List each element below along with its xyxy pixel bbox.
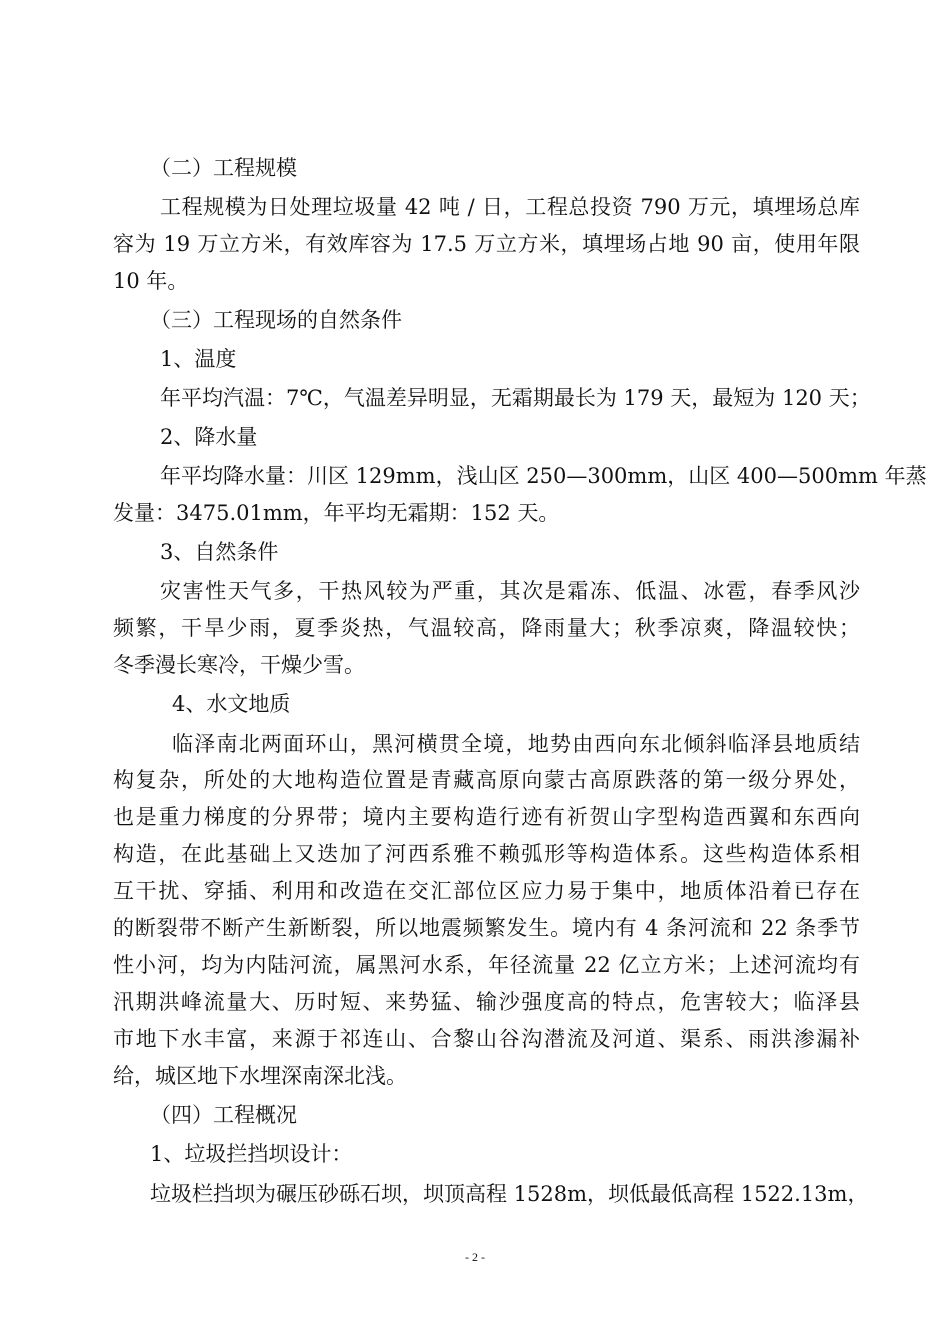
heading-natural-conditions: （三）工程现场的自然条件 — [150, 308, 402, 332]
paragraph-line: 市地下水丰富，来源于祁连山、合黎山谷沟潜流及河道、渠系、雨洪渗漏补 — [113, 1027, 860, 1051]
subheading-precipitation: 2、降水量 — [160, 425, 258, 449]
subheading-natural-conditions: 3、自然条件 — [160, 540, 279, 564]
paragraph-line: 汛期洪峰流量大、历时短、来势猛、输沙强度高的特点，危害较大；临泽县 — [113, 990, 860, 1014]
heading-project-overview: （四）工程概况 — [150, 1103, 297, 1127]
paragraph-line: 构复杂，所处的大地构造位置是青藏高原向蒙古高原跌落的第一级分界处， — [113, 768, 860, 792]
subheading-temperature: 1、温度 — [160, 347, 237, 371]
paragraph-line: 互干扰、穿插、利用和改造在交汇部位区应力易于集中，地质体沿着已存在 — [113, 879, 860, 903]
paragraph-line: 垃圾栏挡坝为碾压砂砾石坝，坝顶高程 1528m，坝低最低高程 1522.13m， — [150, 1182, 869, 1206]
subheading-hydrogeology: 4、水文地质 — [172, 692, 291, 716]
paragraph-line: 工程规模为日处理垃圾量 42 吨 / 日，工程总投资 790 万元，填埋场总库 — [160, 195, 860, 219]
subheading-dam-design: 1、垃圾拦挡坝设计： — [150, 1142, 353, 1166]
paragraph-line: 也是重力梯度的分界带；境内主要构造行迹有祈贺山字型构造西翼和东西向 — [113, 805, 860, 829]
paragraph-line: 的断裂带不断产生新断裂，所以地震频繁发生。境内有 4 条河流和 22 条季节 — [113, 916, 860, 940]
paragraph-line: 年平均汽温：7℃，气温差异明显，无霜期最长为 179 天，最短为 120 天； — [160, 386, 871, 410]
paragraph-line: 冬季漫长寒冷，干燥少雪。 — [113, 653, 365, 677]
paragraph-line: 容为 19 万立方米，有效库容为 17.5 万立方米，填埋场占地 90 亩，使用年限 — [113, 232, 860, 256]
paragraph-line: 性小河，均为内陆河流，属黑河水系，年径流量 22 亿立方米；上述河流均有 — [113, 953, 860, 977]
paragraph-line: 构造，在此基础上又迭加了河西系雅不赖弧形等构造体系。这些构造体系相 — [113, 842, 860, 866]
paragraph-line: 10 年。 — [113, 269, 189, 293]
page-number: - 2 - — [465, 1250, 485, 1264]
heading-project-scale: （二）工程规模 — [150, 156, 297, 180]
paragraph-line: 临泽南北两面环山，黑河横贯全境，地势由西向东北倾斜临泽县地质结 — [172, 732, 860, 756]
paragraph-line: 年平均降水量：川区 129mm，浅山区 250—300mm，山区 400—500mm 年蒸 — [160, 464, 927, 488]
paragraph-line: 给，城区地下水埋深南深北浅。 — [113, 1064, 407, 1088]
paragraph-line: 发量：3475.01mm，年平均无霜期：152 天。 — [113, 501, 560, 525]
paragraph-line: 灾害性天气多，干热风较为严重，其次是霜冻、低温、冰雹，春季风沙 — [160, 579, 860, 603]
paragraph-line: 频繁，干旱少雨，夏季炎热，气温较高，降雨量大；秋季凉爽，降温较快； — [113, 616, 860, 640]
